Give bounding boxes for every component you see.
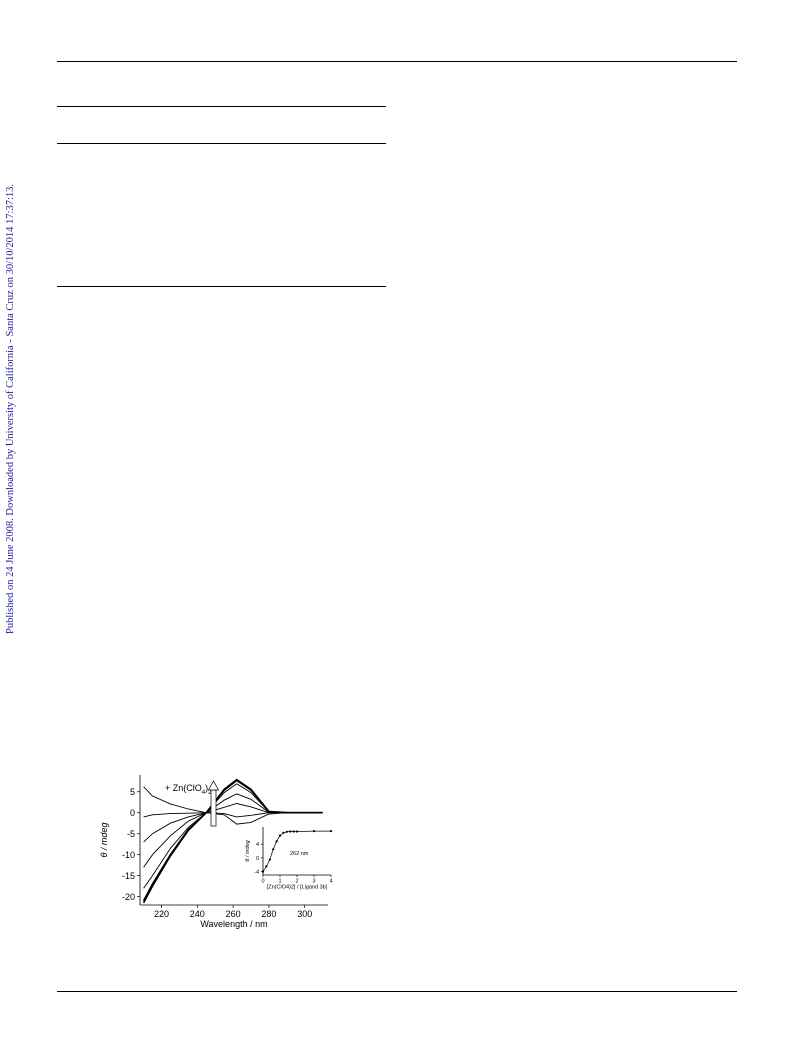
x-tick-label: 300 xyxy=(297,909,313,919)
x-tick-label: 260 xyxy=(225,909,241,919)
titration-data-point xyxy=(276,840,278,842)
y-tick-label: -5 xyxy=(126,828,135,839)
titration-data-point xyxy=(262,871,264,873)
titration-data-point xyxy=(279,835,281,837)
y-axis-title: θ / mdeg xyxy=(245,840,251,862)
x-tick-label: 220 xyxy=(153,909,170,919)
titration-data-point xyxy=(265,865,267,867)
y-axis-title: θ / mdeg xyxy=(99,822,109,858)
table-rule-bottom xyxy=(57,286,386,287)
titration-data-point xyxy=(330,830,332,832)
x-axis-title: Wavelength / nm xyxy=(200,918,268,929)
y-tick-label: -10 xyxy=(121,849,135,860)
table-rule-top xyxy=(57,106,386,107)
titration-data-point xyxy=(272,848,274,850)
x-tick-label: 4 xyxy=(329,878,333,885)
x-tick-label: 280 xyxy=(261,909,277,919)
cd-spectrum-figure xyxy=(95,770,345,930)
x-tick-label: 1 xyxy=(278,878,282,885)
inset-chart-axes xyxy=(245,827,333,891)
titration-data-point xyxy=(282,832,284,834)
y-tick-label: -20 xyxy=(121,891,135,902)
y-tick-label: -15 xyxy=(121,870,135,881)
annotation-text: + $Zn(ClO_4)_2$ xyxy=(165,783,212,796)
x-tick-label: 3 xyxy=(312,878,316,885)
titration-data-point xyxy=(269,859,271,861)
inset-wavelength-label: 262 nm xyxy=(290,851,309,857)
y-tick-label: 5 xyxy=(129,786,135,797)
y-tick-label: -4 xyxy=(254,869,259,876)
publication-sidebar-link[interactable]: Published on 24 June 2008. Downloaded by University of California - Santa Cruz on 30/10/2014 17:37:13. xyxy=(5,184,16,634)
y-tick-label: 4 xyxy=(255,842,259,849)
x-axis-title: [Zn(ClO4)2] / [Ligand 3b] xyxy=(266,884,328,891)
cd-spectrum-svg xyxy=(95,770,345,930)
x-tick-label: 0 xyxy=(261,878,265,885)
footer-rule xyxy=(57,991,737,992)
titration-data-point xyxy=(293,830,295,832)
titration-data-point xyxy=(289,830,291,832)
header-rule xyxy=(57,61,737,62)
titration-data-point xyxy=(296,830,298,832)
y-tick-label: 0 xyxy=(255,855,259,862)
table-rule-header xyxy=(57,143,386,144)
up-arrow-icon xyxy=(209,781,219,826)
x-tick-label: 240 xyxy=(189,909,205,919)
titration-data-point xyxy=(286,831,288,833)
titration-data-point xyxy=(313,830,315,832)
x-tick-label: 2 xyxy=(295,878,299,885)
y-tick-label: 0 xyxy=(129,807,135,818)
